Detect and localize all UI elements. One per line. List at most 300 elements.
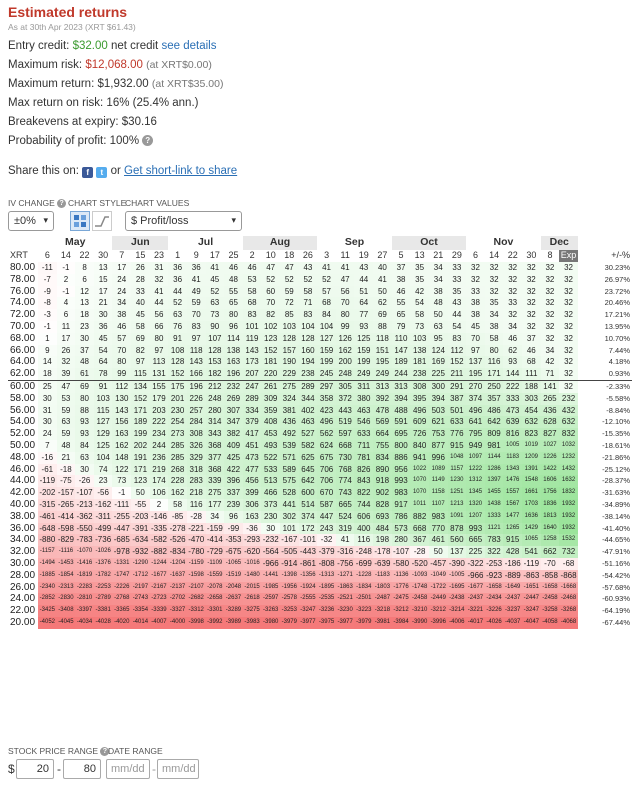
- pl-cell: -3289: [224, 605, 243, 617]
- pl-cell: 80: [75, 393, 94, 405]
- pl-cell: 425: [224, 452, 243, 464]
- pl-cell: 46: [243, 262, 262, 274]
- pl-cell: -443: [299, 547, 316, 557]
- twitter-icon[interactable]: t: [96, 167, 107, 178]
- pl-cell: 45: [466, 321, 485, 333]
- pl-cell: -1695: [448, 582, 467, 594]
- pl-cell: 546: [354, 416, 373, 428]
- pl-cell: 41: [187, 274, 206, 286]
- pl-cell: 257: [187, 405, 206, 417]
- price-cell: 42.00: [10, 487, 36, 499]
- pl-cell: 917: [392, 499, 411, 511]
- pl-cell: 24: [38, 428, 57, 440]
- pl-cell: 93: [354, 321, 373, 333]
- pl-cell: 6: [75, 274, 94, 286]
- pl-cell: -1183: [373, 570, 392, 582]
- table-row: [8, 534, 632, 546]
- pl-cell: -1895: [317, 582, 336, 594]
- pl-cell: 359: [261, 405, 280, 417]
- pl-cell: 302: [280, 511, 299, 523]
- pl-cell: -2458: [541, 593, 560, 605]
- pl-cell: 88: [75, 405, 94, 417]
- pl-cell: 665: [336, 499, 355, 511]
- pl-cell: 1091: [448, 511, 467, 523]
- pl-cell: 37: [522, 333, 541, 345]
- date-column-header: 9: [193, 250, 199, 261]
- pl-cell: -3301: [206, 605, 225, 617]
- short-link[interactable]: Get short-link to share: [124, 165, 238, 177]
- line-chart-icon: [93, 212, 111, 230]
- pl-cell: -146: [150, 511, 167, 521]
- pl-cell: -1658: [541, 582, 560, 594]
- pl-cell: 212: [206, 380, 225, 392]
- pl-cell: -2555: [299, 593, 318, 605]
- pl-cell: 456: [243, 475, 262, 487]
- pl-cell: 13: [75, 297, 94, 309]
- entry-credit-value: $32.00: [72, 40, 108, 52]
- pl-cell: -1: [57, 262, 76, 274]
- pl-cell: 774: [336, 475, 355, 487]
- pl-cell: 53: [57, 393, 76, 405]
- table-row: [8, 452, 632, 464]
- pl-cell: 44: [150, 297, 169, 309]
- pl-cell: 32: [522, 321, 541, 333]
- corner-cell: [8, 236, 38, 250]
- pl-cell: 55: [392, 297, 411, 309]
- chart-style-label: CHART STYLE: [68, 198, 127, 208]
- pl-cell: 334: [243, 405, 262, 417]
- pl-cell: -461: [39, 511, 56, 521]
- pl-cell: 152: [448, 356, 467, 368]
- see-details-link[interactable]: see details: [161, 40, 217, 52]
- pl-cell: 177: [206, 499, 225, 511]
- pl-cell: -729: [206, 547, 223, 557]
- pl-cell: -4014: [131, 617, 150, 629]
- pl-cell: -1747: [112, 570, 131, 582]
- pl-cell: 74: [94, 464, 113, 476]
- pl-cell: 42: [410, 286, 429, 298]
- pl-cell: 633: [354, 428, 373, 440]
- month-label: Dec: [541, 236, 578, 250]
- pl-cell: 6: [57, 309, 76, 321]
- table-row: [8, 356, 632, 368]
- pl-cell: 198: [373, 534, 392, 546]
- pl-cell: 776: [448, 428, 467, 440]
- pl-cell: 664: [373, 428, 392, 440]
- pl-cell: 101: [280, 523, 299, 535]
- pl-cell: -2597: [261, 593, 280, 605]
- pl-cell: 1476: [503, 475, 522, 487]
- pl-cell: 447: [317, 511, 336, 523]
- pl-cell: -1956: [280, 582, 299, 594]
- pl-cell: 493: [261, 440, 280, 452]
- pl-cell: -1049: [429, 570, 448, 582]
- pl-cell: -736: [95, 535, 112, 545]
- date-column-header: 21: [433, 250, 444, 261]
- pl-cell: -1228: [354, 570, 373, 582]
- pl-cell: 1391: [522, 464, 541, 476]
- pl-cell: 394: [429, 393, 448, 405]
- pl-cell: 514: [299, 499, 318, 511]
- pl-cell: 143: [243, 345, 262, 357]
- pl-cell: 1397: [485, 475, 504, 487]
- pl-cell: 63: [206, 297, 225, 309]
- pl-cell: 826: [354, 464, 373, 476]
- price-high-input[interactable]: 80: [63, 759, 101, 779]
- pl-cell: 466: [261, 487, 280, 499]
- pct-change-cell: 10.70%: [604, 333, 630, 343]
- pl-cell: 114: [224, 333, 243, 345]
- pl-cell: 1005: [503, 440, 522, 452]
- pl-cell: 492: [280, 428, 299, 440]
- pl-cell: 496: [317, 416, 336, 428]
- pl-cell: -868: [560, 570, 577, 580]
- price-cell: 80.00: [10, 262, 36, 273]
- pl-cell: 273: [168, 428, 187, 440]
- pl-cell: 104: [94, 452, 113, 464]
- pl-cell: 890: [373, 464, 392, 476]
- pl-cell: 1209: [522, 452, 541, 464]
- pl-cell: -278: [169, 523, 186, 533]
- pl-cell: -2449: [429, 593, 448, 605]
- price-cell: 74.00: [10, 297, 36, 309]
- pl-cell: 878: [448, 523, 467, 535]
- pl-cell: 285: [168, 452, 187, 464]
- date-column-header: 8: [547, 250, 553, 261]
- heatmap-style-button[interactable]: [70, 211, 90, 231]
- pl-cell: 160: [299, 345, 318, 357]
- pl-cell: 171: [485, 368, 504, 380]
- pl-cell: 569: [373, 416, 392, 428]
- pl-cell: 591: [392, 416, 411, 428]
- pl-cell: -4020: [112, 617, 131, 629]
- pl-cell: -783: [76, 535, 93, 545]
- pl-cell: 62: [373, 297, 392, 309]
- pl-cell: -101: [299, 535, 316, 545]
- pl-cell: -85: [168, 511, 187, 523]
- pl-cell: -2458: [410, 593, 429, 605]
- pl-cell: 47: [261, 262, 280, 274]
- pl-cell: -1116: [57, 546, 76, 558]
- pl-cell: -1026: [94, 546, 113, 558]
- pl-cell: 1438: [485, 499, 504, 511]
- pl-cell: 179: [150, 393, 169, 405]
- pl-cell: 32: [541, 309, 560, 321]
- pl-cell: -7: [38, 274, 57, 286]
- pl-cell: 172: [299, 523, 318, 535]
- date-to-input[interactable]: mm/dd: [157, 759, 199, 779]
- pl-cell: 56: [150, 309, 169, 321]
- pl-cell: 1: [38, 333, 57, 345]
- pl-cell: 344: [299, 393, 318, 405]
- pl-cell: 828: [373, 499, 392, 511]
- pl-cell: -3339: [150, 605, 169, 617]
- pl-cell: 1158: [429, 487, 448, 499]
- pct-change-cell: -60.93%: [602, 594, 630, 604]
- pl-cell: 32: [559, 309, 578, 321]
- pl-cell: 32: [541, 321, 560, 333]
- pl-cell: -2137: [168, 582, 187, 594]
- pl-cell: 428: [503, 546, 522, 558]
- pl-cell: 58: [485, 333, 504, 345]
- pl-cell: -107: [76, 488, 93, 498]
- chevron-down-icon: ▾: [231, 215, 236, 225]
- pl-cell: 41: [317, 262, 336, 274]
- price-cell: 76.00: [10, 285, 36, 297]
- pl-cell: 743: [336, 487, 355, 499]
- date-from-input[interactable]: mm/dd: [106, 759, 150, 779]
- pl-cell: 174: [150, 475, 169, 487]
- pl-cell: -639: [374, 558, 391, 568]
- pl-cell: -3258: [541, 605, 560, 617]
- pl-cell: 454: [522, 405, 541, 417]
- pl-cell: 34: [503, 321, 522, 333]
- pl-cell: 41: [336, 534, 355, 546]
- pl-cell: -162: [95, 499, 112, 509]
- pl-cell: -4000: [168, 617, 187, 629]
- pl-cell: -520: [411, 558, 428, 568]
- pl-cell: -2434: [485, 593, 504, 605]
- pl-cell: 665: [466, 534, 485, 546]
- pl-cell: -1748: [410, 582, 429, 594]
- pl-cell: 70: [466, 333, 485, 345]
- pl-cell: 32: [559, 368, 578, 380]
- pl-cell: 337: [224, 487, 243, 499]
- pl-cell: -1313: [317, 570, 336, 582]
- pl-cell: 541: [522, 546, 541, 558]
- pl-cell: 275: [280, 380, 299, 392]
- pl-cell: 48: [429, 297, 448, 309]
- price-cell: 44.00: [10, 475, 36, 487]
- pl-cell: -32: [317, 534, 336, 546]
- pl-cell: 280: [206, 405, 225, 417]
- pl-cell: 66: [150, 321, 169, 333]
- pl-cell: 800: [392, 440, 411, 452]
- pl-cell: 44: [354, 274, 373, 286]
- pl-cell: -470: [188, 535, 205, 545]
- help-icon[interactable]: ?: [142, 135, 153, 146]
- pl-cell: 199: [317, 356, 336, 368]
- pl-cell: 80: [112, 356, 131, 368]
- pl-cell: 1070: [410, 475, 429, 487]
- date-column-header: 15: [135, 250, 146, 261]
- pl-cell: 35: [410, 274, 429, 286]
- pl-cell: -829: [57, 535, 74, 545]
- pl-cell: 234: [150, 428, 169, 440]
- pl-cell: 195: [466, 368, 485, 380]
- pl-cell: 93: [75, 416, 94, 428]
- pl-cell: 52: [168, 297, 187, 309]
- pl-cell: 809: [485, 428, 504, 440]
- pl-cell: -119: [39, 476, 56, 486]
- pct-change-cell: -31.63%: [602, 488, 630, 498]
- pl-cell: 55: [224, 286, 243, 298]
- pl-cell: 162: [112, 440, 131, 452]
- pl-cell: 1661: [522, 487, 541, 499]
- price-cell: 40.00: [10, 498, 36, 510]
- pl-cell: 32: [559, 321, 578, 333]
- pl-cell: 103: [94, 393, 113, 405]
- pl-cell: 822: [354, 487, 373, 499]
- pl-cell: 1183: [503, 452, 522, 464]
- pl-cell: -978: [113, 547, 130, 557]
- pl-cell: 486: [485, 405, 504, 417]
- pl-cell: -1005: [448, 570, 467, 582]
- pl-cell: 313: [373, 380, 392, 392]
- table-row: [8, 487, 632, 499]
- pl-cell: 26: [131, 262, 150, 274]
- pl-cell: 128: [280, 333, 299, 345]
- pl-cell: -3275: [243, 605, 262, 617]
- pl-cell: 706: [317, 475, 336, 487]
- pl-cell: -756: [337, 558, 354, 568]
- pl-cell: 562: [317, 428, 336, 440]
- pl-cell: 528: [280, 487, 299, 499]
- pl-cell: 159: [317, 345, 336, 357]
- pct-change-cell: -47.91%: [602, 547, 630, 557]
- pl-cell: 99: [112, 368, 131, 380]
- pl-cell: 882: [410, 511, 429, 523]
- pl-cell: 730: [336, 452, 355, 464]
- pl-cell: 36: [168, 274, 187, 286]
- pl-cell: -2830: [57, 593, 76, 605]
- facebook-icon[interactable]: f: [82, 167, 93, 178]
- pl-cell: -3221: [466, 605, 485, 617]
- pl-cell: -3365: [112, 605, 131, 617]
- month-label: Oct: [392, 236, 466, 250]
- pl-cell: -1290: [131, 558, 150, 570]
- pl-cell: 265: [541, 393, 560, 405]
- pl-cell: -111: [114, 499, 130, 509]
- pl-cell: 196: [224, 368, 243, 380]
- month-label: Jul: [197, 236, 214, 249]
- pl-cell: 219: [150, 464, 169, 476]
- pl-cell: -2437: [503, 593, 522, 605]
- pl-cell: -1136: [392, 570, 411, 582]
- pl-cell: 54: [410, 297, 429, 309]
- pl-cell: 116: [354, 534, 373, 546]
- pl-cell: 755: [373, 440, 392, 452]
- date-column-header: 3: [324, 250, 330, 261]
- pl-cell: 268: [168, 464, 187, 476]
- pl-cell: 308: [187, 428, 206, 440]
- pl-cell: 43: [299, 262, 318, 274]
- pct-change-cell: 30.23%: [604, 263, 630, 272]
- pl-cell: 30: [75, 464, 94, 476]
- pl-cell: 1932: [559, 523, 578, 535]
- pl-cell: 21: [57, 452, 76, 464]
- pl-cell: 993: [392, 475, 411, 487]
- pct-change-cell: -25.12%: [602, 464, 630, 474]
- table-row: [8, 262, 632, 274]
- pl-cell: 248: [206, 393, 225, 405]
- help-icon[interactable]: ?: [100, 747, 109, 756]
- pl-cell: 46: [522, 345, 541, 357]
- pl-cell: 103: [280, 321, 299, 333]
- pl-cell: -3212: [429, 605, 448, 617]
- pl-cell: 93: [75, 428, 94, 440]
- pl-cell: 668: [410, 523, 429, 535]
- pl-cell: 220: [261, 368, 280, 380]
- pl-cell: 52: [261, 274, 280, 286]
- date-column-header: 18: [284, 250, 295, 261]
- pl-cell: 513: [261, 475, 280, 487]
- table-row: [8, 464, 632, 476]
- pl-cell: 23: [75, 321, 94, 333]
- pl-cell: 57: [112, 333, 131, 345]
- pl-cell: 173: [243, 356, 262, 368]
- pl-cell: 783: [485, 534, 504, 546]
- pl-cell: 1636: [522, 511, 541, 523]
- price-cell: 48.00: [10, 451, 36, 463]
- pl-cell: 374: [299, 511, 318, 523]
- pl-cell: -159: [206, 523, 223, 533]
- pl-cell: 307: [224, 405, 243, 417]
- pct-change-cell: -28.37%: [602, 476, 630, 486]
- pl-cell: 106: [150, 487, 169, 499]
- pl-cell: 373: [261, 499, 280, 511]
- help-icon[interactable]: ?: [57, 199, 66, 208]
- price-low-input[interactable]: 20: [16, 759, 54, 779]
- pl-cell: -2107: [187, 582, 206, 594]
- pl-cell: 41: [373, 274, 392, 286]
- price-column-header: XRT: [10, 250, 28, 261]
- pl-cell: 15: [94, 274, 113, 286]
- day-header-row: [8, 250, 632, 262]
- pl-cell: -2682: [187, 593, 206, 605]
- pl-cell: -808: [318, 558, 335, 568]
- pl-cell: 1286: [485, 464, 504, 476]
- pl-cell: 32: [466, 262, 485, 274]
- pl-cell: 58: [243, 286, 262, 298]
- pl-cell: -3327: [168, 605, 187, 617]
- pl-cell: 52: [206, 286, 225, 298]
- price-cell: 46.00: [10, 463, 36, 475]
- pl-cell: 357: [485, 393, 504, 405]
- pl-cell: 131: [150, 368, 169, 380]
- pl-cell: 116: [485, 356, 504, 368]
- pl-cell: 181: [410, 356, 429, 368]
- pl-cell: 34: [429, 262, 448, 274]
- pl-cell: -3218: [373, 605, 392, 617]
- iv-change-select[interactable]: ±0% ▾: [8, 211, 54, 231]
- chart-values-select[interactable]: $ Profit/loss ▾: [125, 211, 242, 231]
- pl-cell: -4047: [522, 617, 541, 629]
- pl-cell: 137: [466, 356, 485, 368]
- pl-cell: -70: [541, 558, 560, 570]
- price-cell: 36.00: [10, 522, 36, 534]
- pl-cell: -1: [112, 487, 131, 499]
- pl-cell: -61: [38, 464, 57, 476]
- line-style-button[interactable]: [92, 211, 112, 231]
- table-row: [8, 416, 632, 428]
- pl-cell: 1422: [541, 464, 560, 476]
- price-cell: 54.00: [10, 416, 36, 428]
- pl-cell: 1429: [522, 523, 541, 535]
- pl-cell: -3226: [485, 605, 504, 617]
- pl-cell: 633: [448, 416, 467, 428]
- date-column-header: 23: [153, 250, 164, 261]
- pl-cell: 32: [466, 274, 485, 286]
- pl-cell: 47: [336, 274, 355, 286]
- pl-cell: 329: [187, 452, 206, 464]
- pl-cell: 171: [131, 464, 150, 476]
- pl-cell: 222: [503, 380, 522, 392]
- pl-cell: -1863: [336, 582, 355, 594]
- pl-cell: 102: [261, 321, 280, 333]
- pl-cell: -1441: [261, 570, 280, 582]
- pl-cell: -3236: [317, 605, 336, 617]
